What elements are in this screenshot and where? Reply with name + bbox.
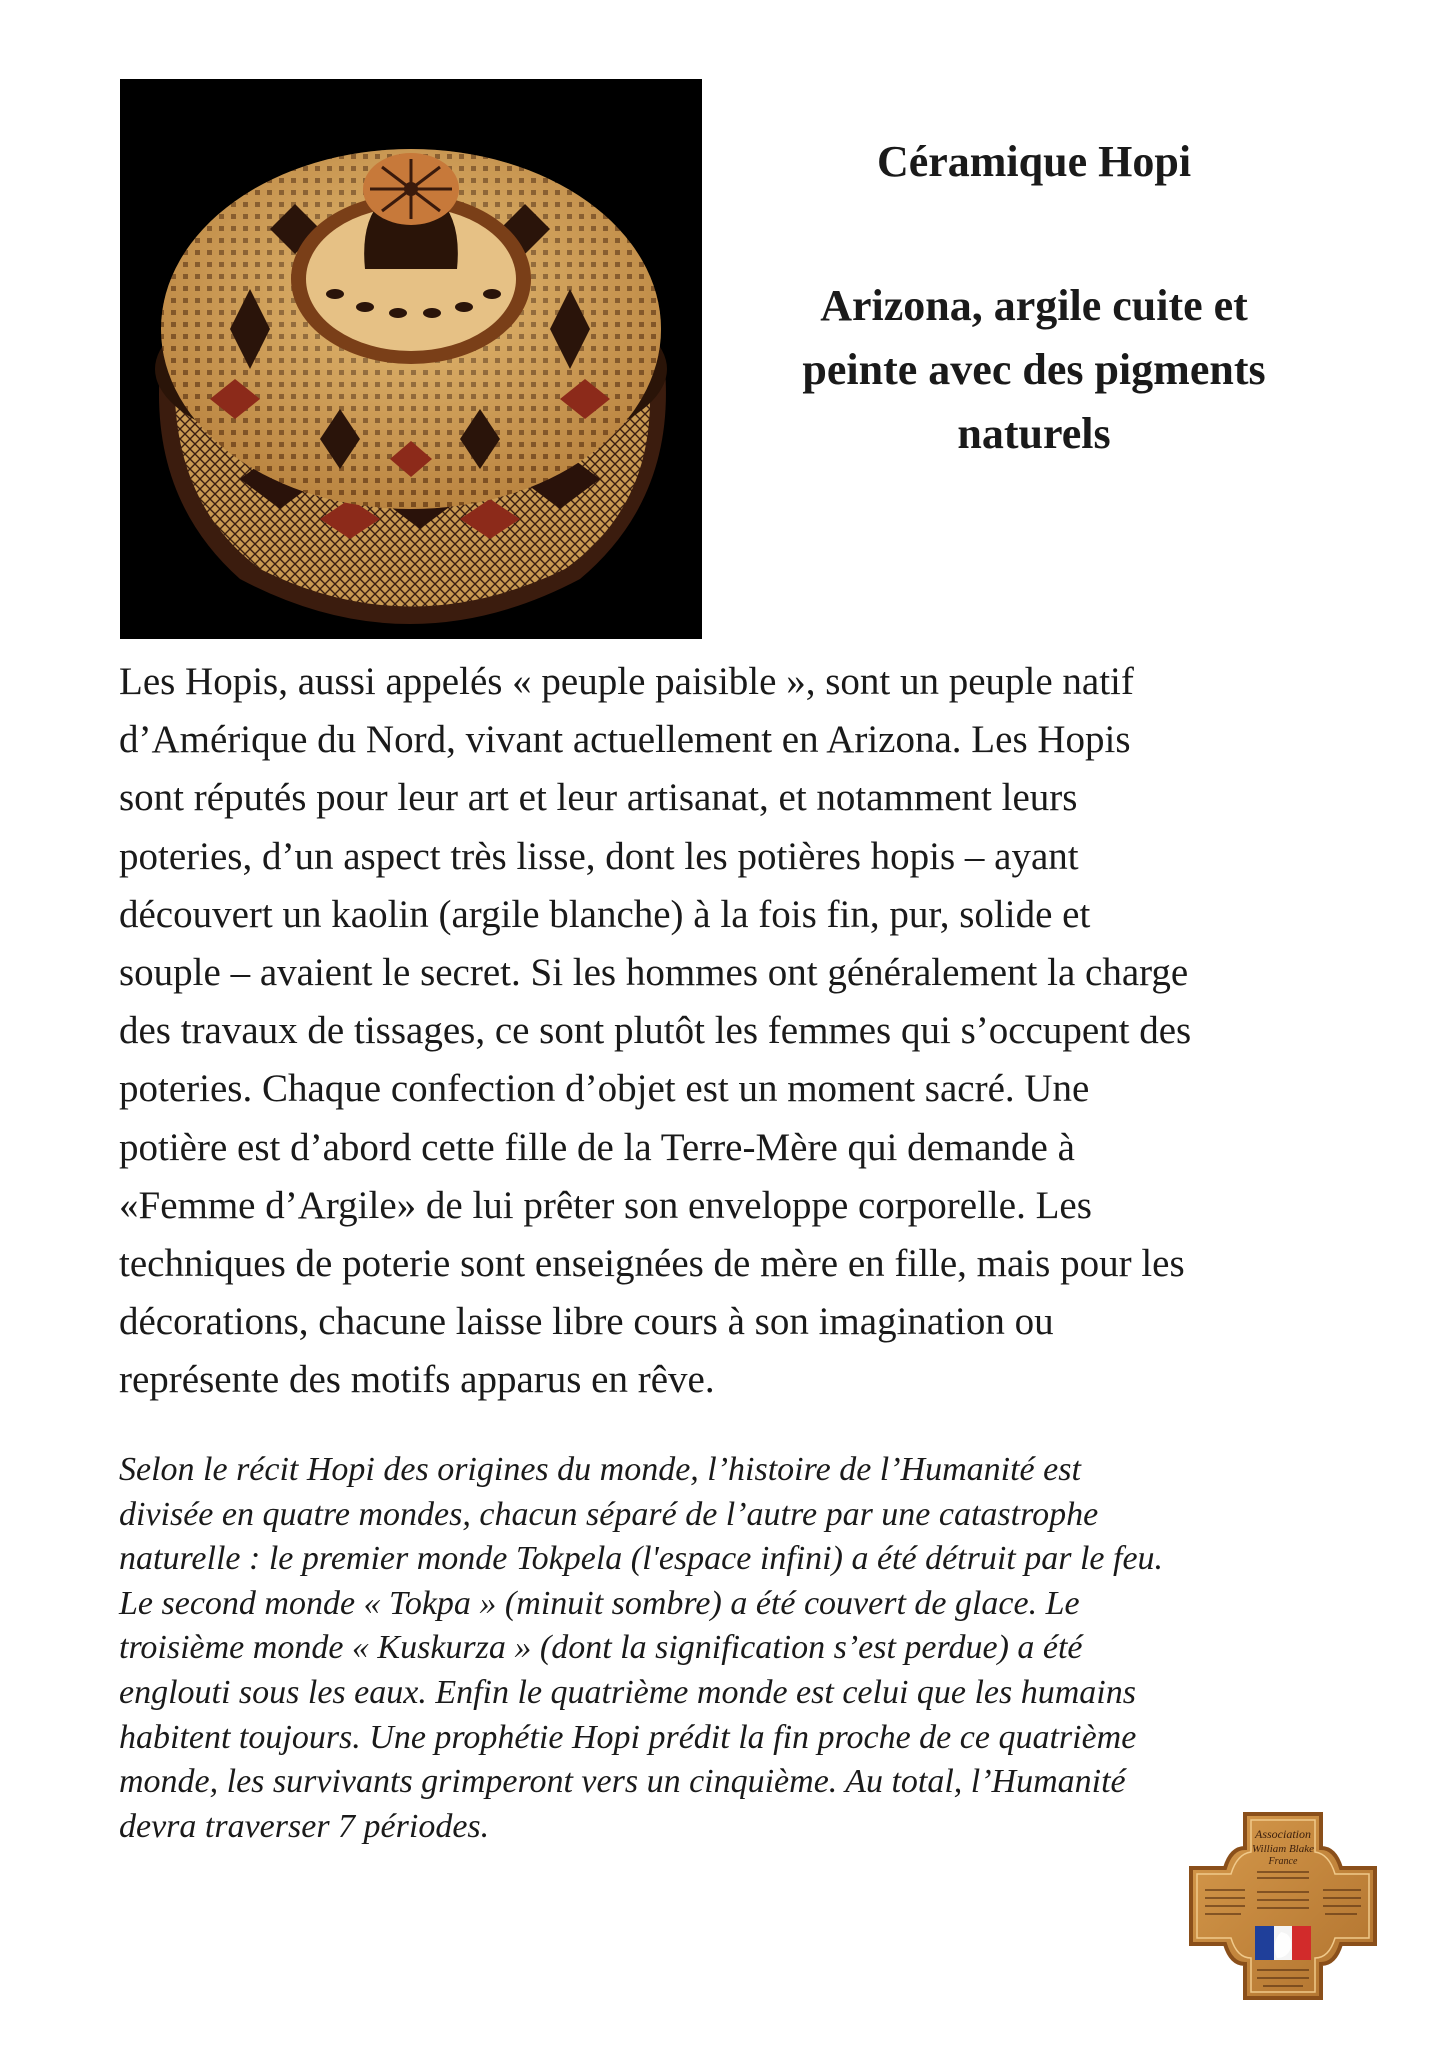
title-block xyxy=(740,130,1328,466)
body-line: des travaux de tissages, ce sont plutôt les femmes qui s’occupent des xyxy=(119,1009,1192,1053)
subtitle-line-2: peinte avec des pigments xyxy=(802,345,1266,394)
italic-paragraph xyxy=(119,1448,1349,1849)
stamp-line-2: William Blake xyxy=(1251,1843,1315,1855)
body-line: représente des motifs apparus en rêve. xyxy=(119,1358,715,1402)
italic-line: Selon le récit Hopi des origines du monde, l’histoire de l’Humanité est xyxy=(119,1451,1081,1488)
body-paragraph xyxy=(119,653,1349,1410)
body-line: Les Hopis, aussi appelés « peuple paisible », sont un peuple natif xyxy=(119,660,1134,703)
italic-line: devra traverser 7 périodes. xyxy=(119,1807,490,1845)
body-line: décorations, chacune laisse libre cours à son imagination ou xyxy=(119,1300,1054,1344)
body-line: sont réputés pour leur art et leur artisanat, et notamment leurs xyxy=(119,776,1078,820)
italic-line: divisée en quatre mondes, chacun séparé de l’autre par une catastrophe xyxy=(119,1495,1099,1533)
hopi-ceramic-photo xyxy=(120,79,702,639)
hopi-ceramic-pot-icon xyxy=(120,79,702,639)
italic-line: Le second monde « Tokpa » (minuit sombre) a été couvert de glace. Le xyxy=(119,1584,1080,1622)
body-line: techniques de poterie sont enseignées de mère en fille, mais pour les xyxy=(119,1242,1185,1286)
association-stamp-icon xyxy=(1185,1808,1381,2004)
italic-line: naturelle : le premier monde Tokpela (l'espace infini) a été détruit par le feu. xyxy=(119,1540,1164,1578)
italic-line: habitent toujours. Une prophétie Hopi prédit la fin proche de ce quatrième xyxy=(119,1718,1137,1756)
body-line: souple – avaient le secret. Si les hommes ont généralement la charge xyxy=(119,951,1189,995)
body-line: poteries, d’un aspect très lisse, dont les potières hopis – ayant xyxy=(119,834,1079,878)
stamp-line-1: Association xyxy=(1255,1827,1311,1841)
italic-line: monde, les survivants grimperont vers un cinquième. Au total, l’Humanité xyxy=(119,1763,1126,1801)
body-line: poteries. Chaque confection d’objet est un moment sacré. Une xyxy=(119,1067,1090,1111)
body-line: découvert un kaolin (argile blanche) à la fois fin, pur, solide et xyxy=(119,892,1091,936)
body-line: potière est d’abord cette fille de la Terre-Mère qui demande à xyxy=(119,1125,1075,1169)
subtitle-line-3: naturels xyxy=(957,409,1111,458)
body-line: d’Amérique du Nord, vivant actuellement en Arizona. Les Hopis xyxy=(119,718,1131,762)
association-stamp xyxy=(1185,1808,1381,2004)
subtitle-line-1: Arizona, argile cuite et xyxy=(820,281,1248,330)
italic-line: englouti sous les eaux. Enfin le quatrième monde est celui que les humains xyxy=(119,1673,1136,1711)
page-title: Céramique Hopi xyxy=(876,137,1192,186)
italic-line: troisième monde « Kuskurza » (dont la signification s’est perdue) a été xyxy=(119,1629,1083,1667)
stamp-line-3: France xyxy=(1268,1856,1298,1867)
body-line: «Femme d’Argile» de lui prêter son enveloppe corporelle. Les xyxy=(119,1183,1092,1227)
